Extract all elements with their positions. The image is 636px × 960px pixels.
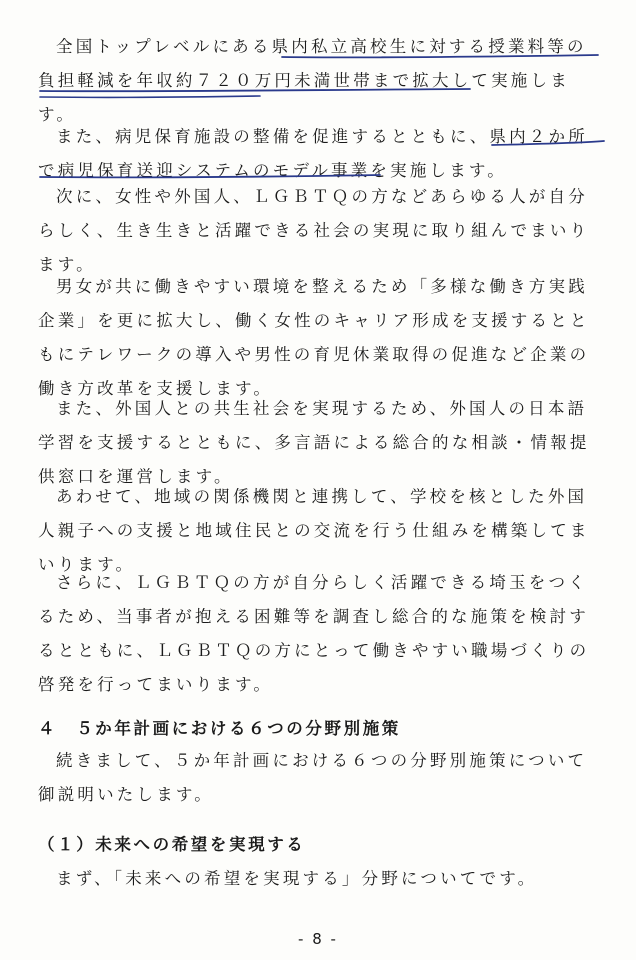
text-line: また、外国人との共生社会を実現するため、外国人の日本語 — [56, 399, 588, 418]
paragraph-section4-intro — [38, 744, 608, 812]
page-number: - 8 - — [298, 930, 338, 948]
paragraph-tuition-support — [38, 30, 608, 132]
text-line: 男女が共に働きやすい環境を整えるため「多様な働き方実践 — [56, 277, 588, 296]
text-line: まず、「未来への希望を実現する」分野についてです。 — [56, 869, 538, 888]
section-heading-4: ４ ５か年計画における６つの分野別施策 — [38, 719, 401, 738]
text-line: す。 — [38, 105, 77, 124]
text-line: らしく、生き生きと活躍できる社会の実現に取り組んでまいり — [38, 221, 590, 240]
text-line: 企業」を更に拡大し、働く女性のキャリア形成を支援するとと — [38, 311, 590, 330]
text-line: るとともに、ＬＧＢＴＱの方にとって働きやすい職場づくりの — [38, 641, 590, 660]
text-line: 人親子への支援と地域住民との交流を行う仕組みを構築してま — [38, 521, 590, 540]
text-line: 次に、女性や外国人、ＬＧＢＴＱの方などあらゆる人が自分 — [56, 187, 588, 206]
paragraph-sick-child-care — [38, 120, 608, 188]
text-line: 負担軽減を年収約７２０万円未満世帯まで拡大して実施しま — [38, 71, 570, 90]
section-heading-1: （１）未来への希望を実現する — [38, 835, 306, 854]
text-line: るため、当事者が抱える困難等を調査し総合的な施策を検討す — [38, 607, 589, 626]
text-line: さらに、ＬＧＢＴＱの方が自分らしく活躍できる埼玉をつく — [56, 573, 588, 592]
text-line: 供窓口を運営します。 — [38, 467, 234, 486]
text-line: 啓発を行ってまいります。 — [38, 675, 274, 694]
text-line: あわせて、地域の関係機関と連携して、学校を核とした外国 — [56, 487, 588, 506]
text-line: いります。 — [38, 555, 136, 574]
paragraph-lgbtq — [38, 566, 608, 702]
text-line: 御説明いたします。 — [38, 785, 214, 804]
text-line: で病児保育送迎システムのモデル事業を実施します。 — [38, 161, 508, 180]
paragraph-section1-intro — [38, 862, 608, 896]
text-line: また、病児保育施設の整備を促進するとともに、県内２か所 — [56, 127, 588, 146]
text-line: 続きまして、５か年計画における６つの分野別施策について — [56, 751, 588, 770]
paragraph-work-style — [38, 270, 608, 406]
text-line: もにテレワークの導入や男性の育児休業取得の促進など企業の — [38, 345, 590, 364]
text-line: 学習を支援するとともに、多言語による総合的な相談・情報提 — [38, 433, 590, 452]
text-line: 働き方改革を支援します。 — [38, 379, 274, 398]
text-line: ます。 — [38, 255, 96, 274]
paragraph-foreigners — [38, 392, 608, 494]
paragraph-diversity — [38, 180, 608, 282]
text-line: 全国トップレベルにある県内私立高校生に対する授業料等の — [56, 37, 587, 56]
